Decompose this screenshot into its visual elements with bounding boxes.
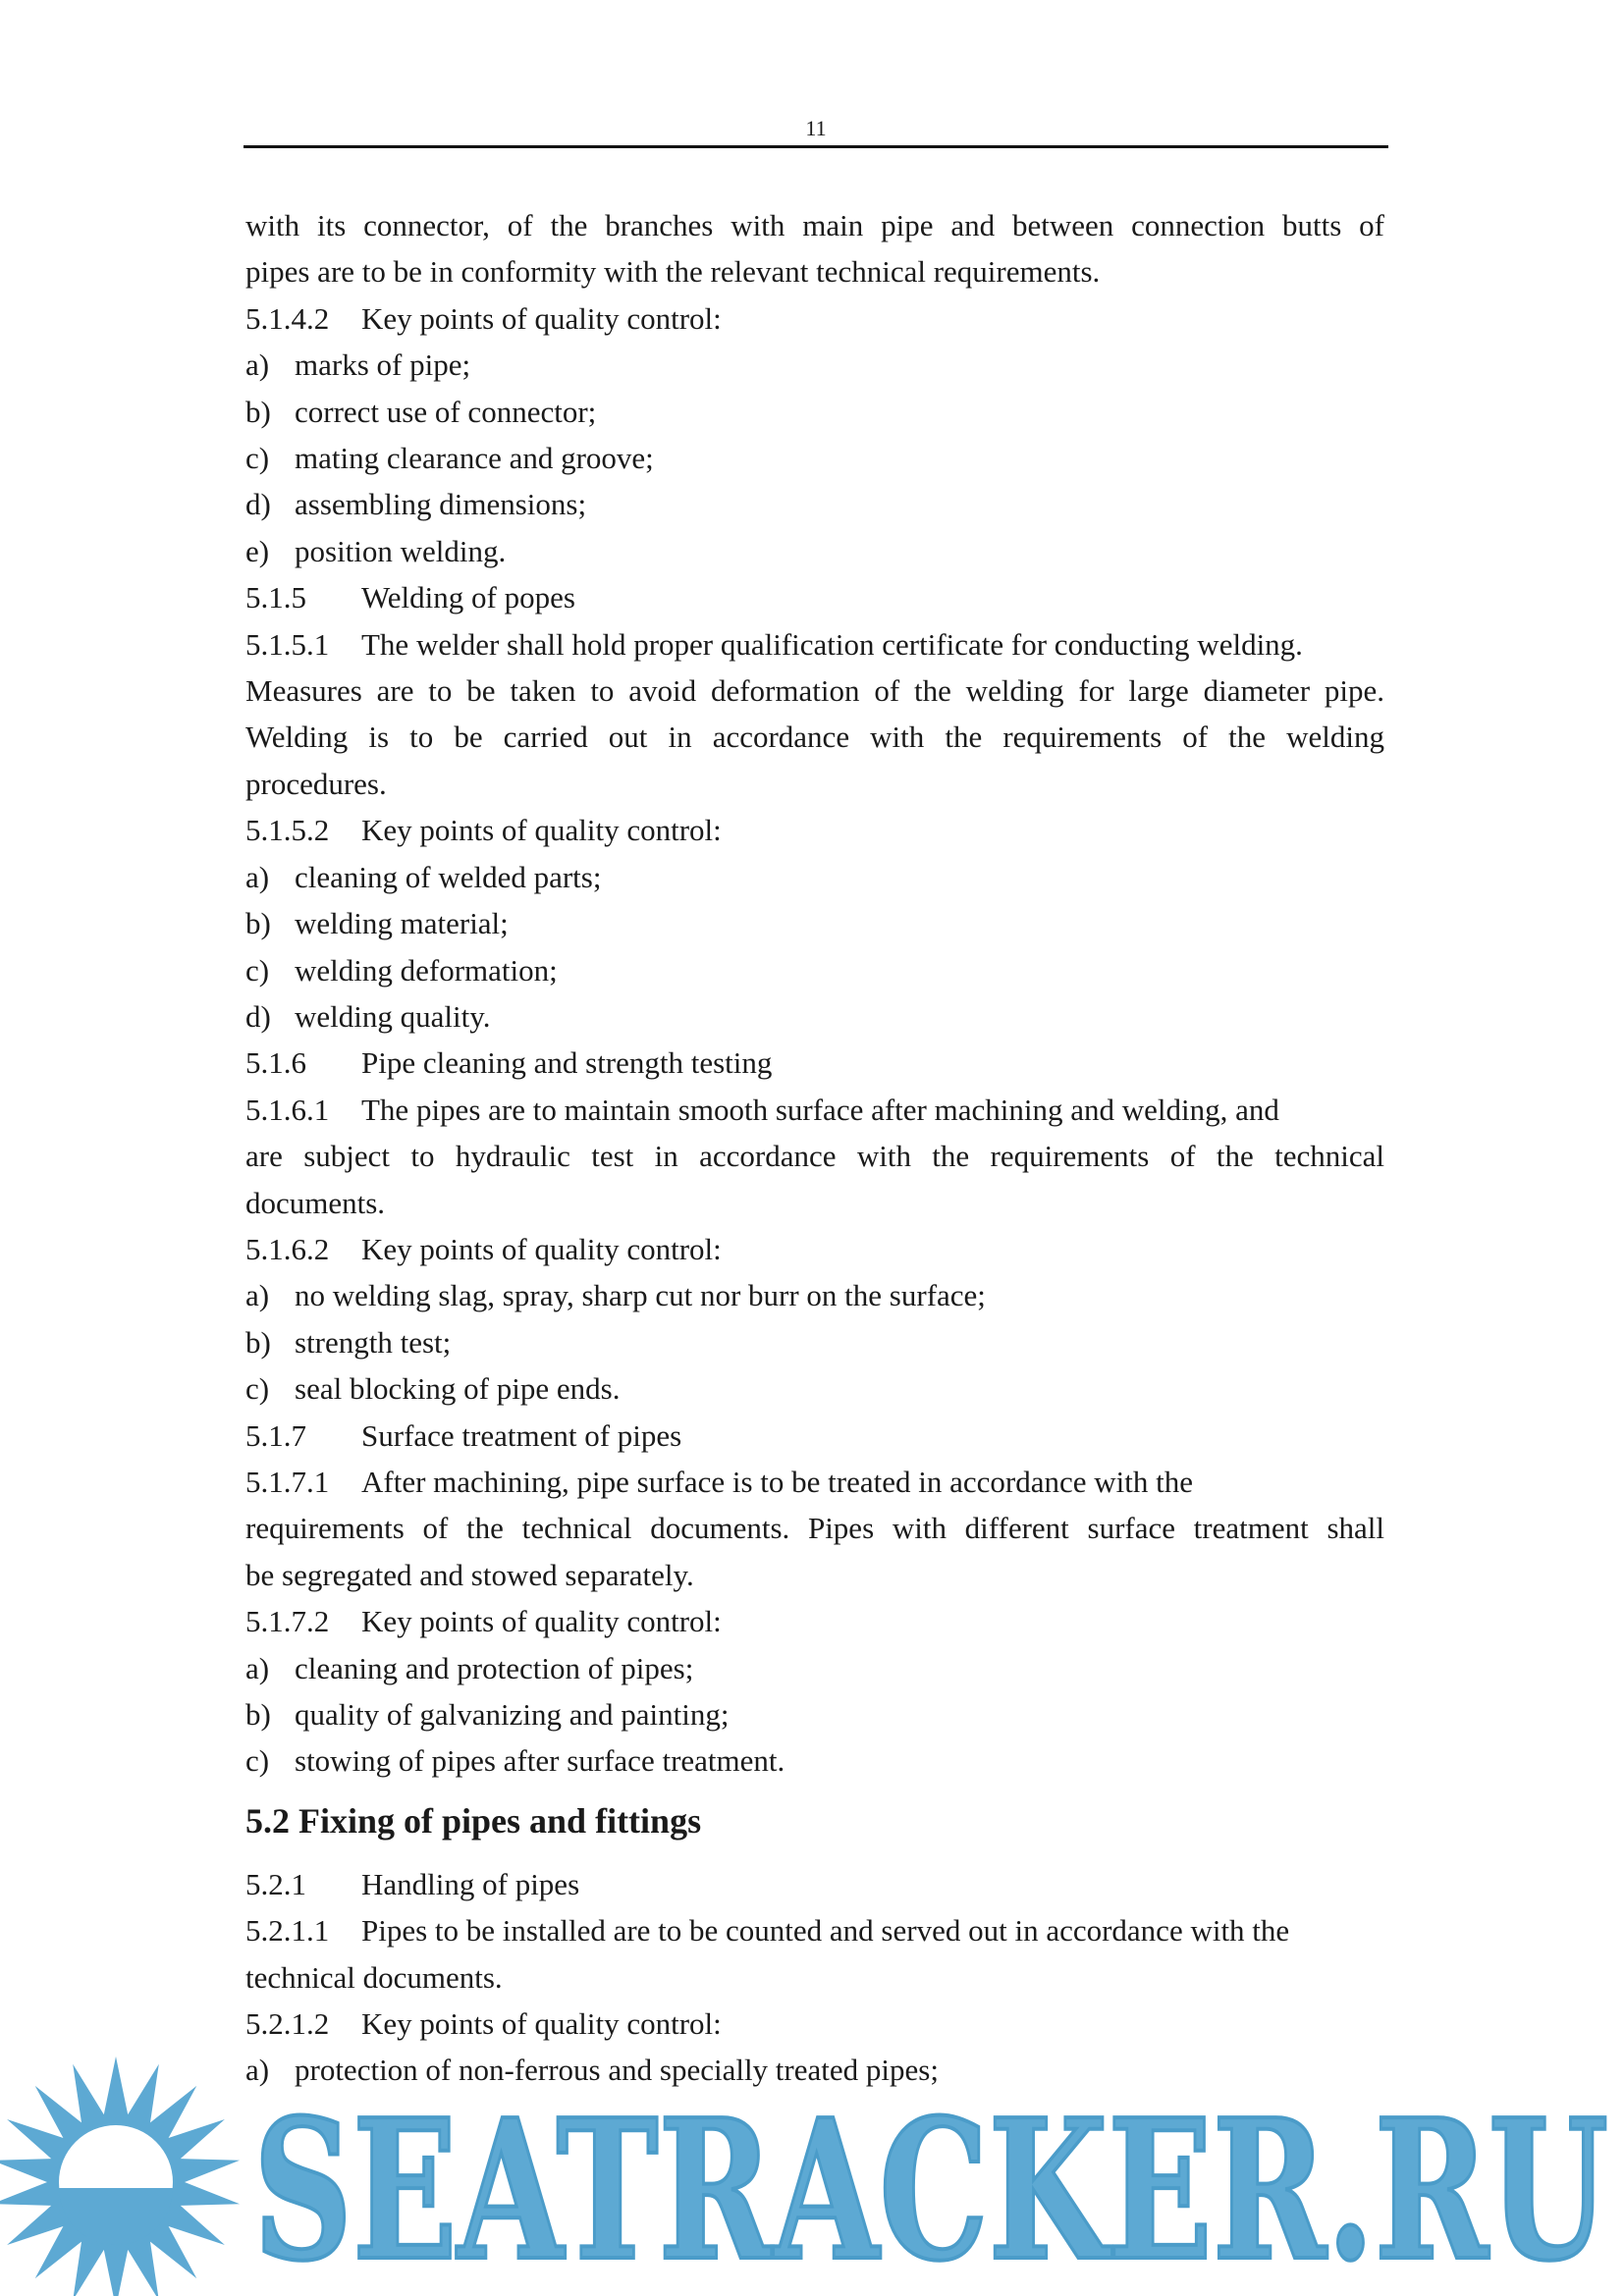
paragraph-line: be segregated and stowed separately. [245,1557,694,1592]
list-item [245,1737,1384,1784]
clause-number: 5.2.1 [245,1866,306,1901]
clause-5-1-7-2 [245,1598,1384,1644]
list-item [245,1691,1384,1737]
clause-title: Key points of quality control: [361,300,722,336]
clause-text: The welder shall hold proper qualification certificate for conducting welding. [361,626,1303,662]
page-number: 11 [805,116,827,140]
clause-5-2-1-2 [245,2001,1384,2047]
list-text: seal blocking of pipe ends. [295,1371,621,1407]
clause-5-1-5 [245,574,1384,620]
list-item [245,1272,1384,1318]
paragraph-line: technical documents. [245,1959,503,1995]
clause-title: Surface treatment of pipes [361,1417,682,1453]
list-text: correct use of connector; [295,394,597,429]
clause-number: 5.1.6.1 [245,1092,330,1127]
clause-5-2-1 [245,1861,1384,1907]
clause-number: 5.1.5 [245,580,306,615]
clause-title: Key points of quality control: [361,813,722,848]
header-rule [244,145,1388,148]
list-item [245,1645,1384,1691]
paragraph-line: procedures. [245,766,387,801]
paragraph-line: Measures are to be taken to avoid deformation of the welding for large diameter pipe. [245,673,1384,709]
list-item [245,342,1384,388]
paragraph-line: pipes are to be in conformity with the relevant technical requirements. [245,254,1101,290]
list-label: e) [245,533,270,568]
clause-5-1-4-2 [245,295,1384,342]
paragraph-line: Welding is to be carried out in accordance with the requirements of the welding [245,720,1384,755]
list-label: c) [245,952,270,988]
list-text: protection of non-ferrous and specially treated pipes; [295,2053,939,2088]
document-body [245,202,1384,2094]
list-text: strength test; [295,1324,452,1360]
list-label: b) [245,906,271,941]
clause-number: 5.1.6 [245,1045,306,1081]
clause-title: Welding of popes [361,580,575,615]
list-label: b) [245,1324,271,1360]
clause-5-1-7-1 [245,1459,1384,1505]
watermark [0,2056,1624,2296]
watermark-text: SEATRACKER.RU [253,2078,1608,2296]
list-item [245,854,1384,900]
sun-icon [0,2056,240,2296]
paragraph-line: requirements of the technical documents. Pipes with different surface treatment shall [245,1511,1384,1546]
clause-5-1-7 [245,1413,1384,1459]
list-item [245,528,1384,574]
list-label: c) [245,1371,270,1407]
list-label: c) [245,1743,270,1779]
paragraph-line: documents. [245,1185,386,1220]
clause-title: Pipe cleaning and strength testing [361,1045,773,1081]
list-item [245,993,1384,1040]
list-label: a) [245,1650,270,1685]
list-text: quality of galvanizing and painting; [295,1697,730,1732]
clause-text: Pipes to be installed are to be counted and served out in accordance with the [361,1913,1290,1949]
clause-5-1-6 [245,1040,1384,1086]
clause-5-1-5-1 [245,621,1384,667]
clause-title: Key points of quality control: [361,2006,722,2042]
clause-title: Key points of quality control: [361,1231,722,1266]
clause-5-1-6-2 [245,1226,1384,1272]
list-text: stowing of pipes after surface treatment. [295,1743,785,1779]
list-text: welding quality. [295,998,491,1034]
list-text: mating clearance and groove; [295,441,654,476]
list-label: b) [245,394,271,429]
clause-number: 5.1.5.2 [245,813,330,848]
clause-number: 5.1.7 [245,1417,306,1453]
list-item [245,435,1384,481]
paragraph-line: with its connector, of the branches with main pipe and between connection butts of [245,208,1384,242]
list-label: a) [245,1278,270,1313]
list-text: no welding slag, spray, sharp cut nor burr on the surface; [295,1278,986,1313]
list-text: welding deformation; [295,952,558,988]
clause-number: 5.1.5.1 [245,626,330,662]
list-label: a) [245,859,270,894]
list-text: cleaning and protection of pipes; [295,1650,694,1685]
list-text: marks of pipe; [295,347,471,383]
list-label: c) [245,441,270,476]
list-text: position welding. [295,533,507,568]
clause-number: 5.1.7.1 [245,1464,330,1499]
paragraph-line: are subject to hydraulic test in accordance with the requirements of the technical [245,1139,1384,1174]
clause-5-1-5-2 [245,807,1384,853]
clause-5-1-6-1 [245,1087,1384,1133]
clause-number: 5.1.7.2 [245,1604,330,1639]
clause-title: Key points of quality control: [361,1604,722,1639]
clause-number: 5.1.4.2 [245,300,330,336]
clause-title: Handling of pipes [361,1866,580,1901]
clause-5-2-1-1 [245,1907,1384,1953]
list-label: b) [245,1697,271,1732]
clause-number: 5.2.1.1 [245,1913,330,1949]
list-item [245,389,1384,435]
list-label: a) [245,347,270,383]
list-item [245,947,1384,993]
list-label: d) [245,487,271,522]
section-heading-5-2: 5.2 Fixing of pipes and fittings [245,1800,702,1841]
clause-text: The pipes are to maintain smooth surface after machining and welding, and [361,1092,1279,1127]
list-item [245,1319,1384,1365]
list-text: cleaning of welded parts; [295,859,602,894]
list-item [245,1365,1384,1412]
list-item [245,481,1384,527]
clause-number: 5.1.6.2 [245,1231,330,1266]
clause-number: 5.2.1.2 [245,2006,330,2042]
list-text: welding material; [295,906,509,941]
list-text: assembling dimensions; [295,487,587,522]
list-label: a) [245,2053,270,2088]
clause-text: After machining, pipe surface is to be treated in accordance with the [361,1464,1193,1499]
list-label: d) [245,998,271,1034]
list-item [245,900,1384,946]
